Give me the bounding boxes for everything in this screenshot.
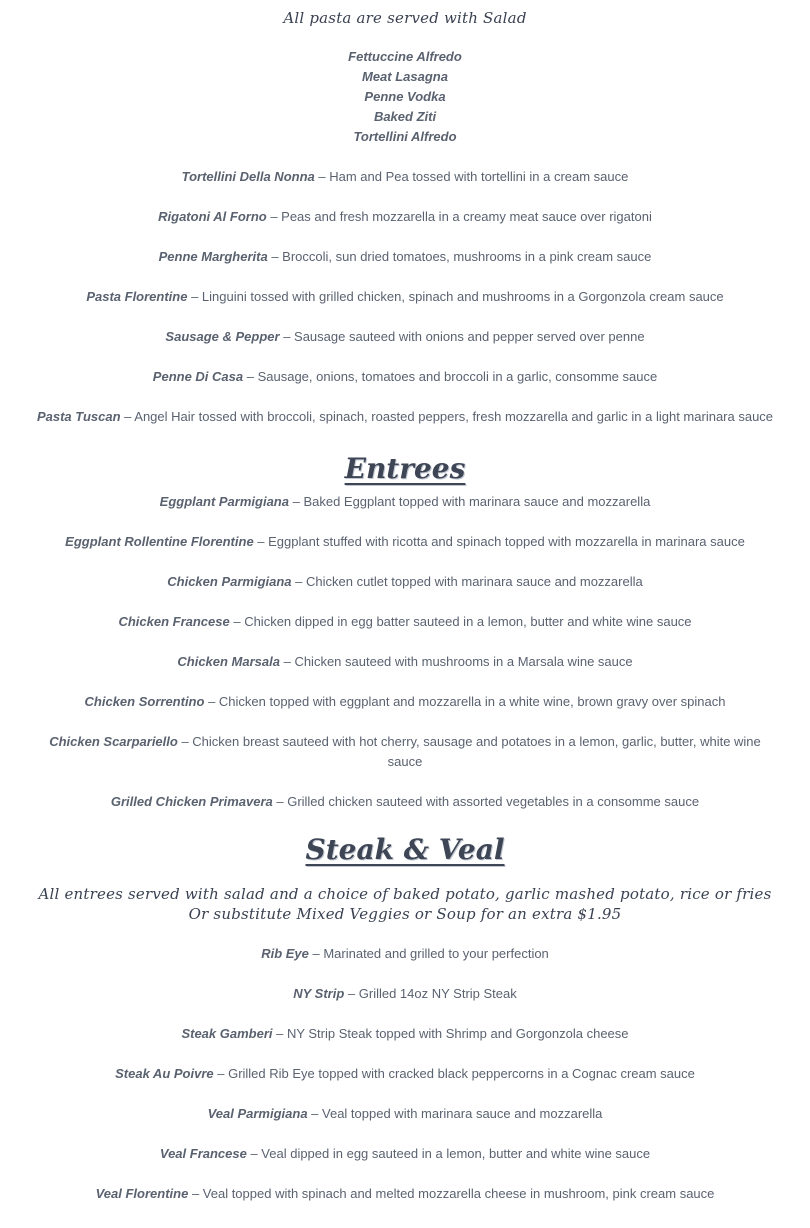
menu-item	[0, 612, 810, 632]
menu-item-name: Veal Florentine	[95, 1186, 189, 1201]
menu-item-name: Chicken Scarpariello	[49, 734, 178, 749]
menu-item	[0, 367, 810, 387]
menu-item-description: – Linguini tossed with grilled chicken, spinach and mushrooms in a Gorgonzola cream sauce	[187, 289, 724, 304]
menu-item	[0, 327, 810, 347]
pasta-items	[0, 167, 810, 427]
menu-item-name: Steak Gamberi	[181, 1026, 273, 1041]
menu-item-name: Veal Parmigiana	[207, 1106, 308, 1121]
menu-item-name: Tortellini Della Nonna	[181, 169, 315, 184]
pasta-note: All pasta are served with Salad	[283, 9, 527, 27]
menu-item-description: – Broccoli, sun dried tomatoes, mushrooms in a pink cream sauce	[267, 249, 652, 264]
menu-item-description: – Chicken sauteed with mushrooms in a Marsala wine sauce	[279, 654, 633, 669]
menu-item	[0, 732, 810, 772]
menu-item	[0, 207, 810, 227]
section-title-steak-veal: Steak & Veal	[305, 833, 505, 866]
menu-item-description: – Chicken topped with eggplant and mozzarella in a white wine, brown gravy over spinach	[204, 694, 726, 709]
menu-item-description: – Veal topped with marinara sauce and mozzarella	[307, 1106, 603, 1121]
menu-item-description: – Veal dipped in egg sauteed in a lemon, butter and white wine sauce	[246, 1146, 651, 1161]
list-item: Meat Lasagna	[362, 69, 448, 84]
menu-item	[0, 1184, 810, 1204]
menu-item-name: Chicken Francese	[118, 614, 230, 629]
menu-item-description: – Peas and fresh mozzarella in a creamy meat sauce over rigatoni	[266, 209, 652, 224]
list-item: Tortellini Alfredo	[353, 129, 457, 144]
menu-item	[0, 572, 810, 592]
list-item: Baked Ziti	[373, 109, 437, 124]
menu-item-description: – Sausage, onions, tomatoes and broccoli in a garlic, consomme sauce	[243, 369, 658, 384]
menu-item-description: – Grilled Rib Eye topped with cracked black peppercorns in a Cognac cream sauce	[213, 1066, 695, 1081]
steak-veal-items	[0, 944, 810, 1204]
menu-item	[0, 1064, 810, 1084]
menu-item-description: – Eggplant stuffed with ricotta and spinach topped with mozzarella in marinara sauce	[253, 534, 745, 549]
menu-item-name: NY Strip	[293, 986, 345, 1001]
menu-item	[0, 1024, 810, 1044]
menu-item-name: Eggplant Parmigiana	[159, 494, 289, 509]
menu-item-name: Penne Margherita	[158, 249, 268, 264]
menu-item-name: Veal Francese	[159, 1146, 247, 1161]
menu-item	[0, 1104, 810, 1124]
steak-veal-note-line2: Or substitute Mixed Veggies or Soup for an extra $1.95	[188, 905, 622, 923]
menu-item	[0, 944, 810, 964]
menu-item-name: Pasta Tuscan	[36, 409, 121, 424]
menu-item-description: – Ham and Pea tossed with tortellini in a cream sauce	[314, 169, 629, 184]
menu-item-name: Grilled Chicken Primavera	[110, 794, 273, 809]
menu-item-description: – Marinated and grilled to your perfection	[308, 946, 549, 961]
pasta-included-list	[0, 47, 810, 147]
steak-veal-note	[0, 884, 810, 924]
menu-item	[0, 692, 810, 712]
menu-item-description: – Sausage sauteed with onions and pepper served over penne	[279, 329, 645, 344]
menu-item	[0, 652, 810, 672]
menu-item	[0, 407, 810, 427]
menu-page	[0, 8, 810, 1204]
list-item: Penne Vodka	[364, 89, 446, 104]
list-item: Fettuccine Alfredo	[348, 49, 462, 64]
menu-item-name: Pasta Florentine	[86, 289, 188, 304]
menu-item-description: – Baked Eggplant topped with marinara sauce and mozzarella	[288, 494, 651, 509]
menu-item-description: – Angel Hair tossed with broccoli, spinach, roasted peppers, fresh mozzarella and garlic in a light marinara sauce	[120, 409, 774, 424]
menu-item-name: Penne Di Casa	[152, 369, 244, 384]
menu-item-description: – Grilled chicken sauteed with assorted vegetables in a consomme sauce	[272, 794, 700, 809]
menu-item-description: – NY Strip Steak topped with Shrimp and Gorgonzola cheese	[272, 1026, 629, 1041]
steak-veal-note-line1: All entrees served with salad and a choice of baked potato, garlic mashed potato, rice or fries	[38, 885, 772, 903]
entrees-items	[0, 492, 810, 812]
menu-item-name: Chicken Sorrentino	[84, 694, 205, 709]
menu-item	[0, 492, 810, 512]
menu-item	[0, 532, 810, 552]
menu-item-name: Steak Au Poivre	[115, 1066, 214, 1081]
menu-item	[0, 247, 810, 267]
menu-item-name: Rigatoni Al Forno	[158, 209, 267, 224]
menu-item	[0, 1144, 810, 1164]
menu-item	[0, 792, 810, 812]
menu-item-name: Eggplant Rollentine Florentine	[65, 534, 254, 549]
menu-item	[0, 167, 810, 187]
section-title-entrees: Entrees	[344, 452, 466, 485]
menu-item-name: Sausage & Pepper	[165, 329, 280, 344]
menu-item-name: Chicken Marsala	[177, 654, 280, 669]
menu-item-description: – Veal topped with spinach and melted mozzarella cheese in mushroom, pink cream sauce	[188, 1186, 715, 1201]
menu-item-description: – Chicken breast sauteed with hot cherry, sausage and potatoes in a lemon, garlic, butter, white wine sauce	[177, 734, 761, 769]
menu-item-name: Chicken Parmigiana	[167, 574, 292, 589]
menu-item-name: Rib Eye	[261, 946, 309, 961]
menu-item	[0, 984, 810, 1004]
menu-item-description: – Grilled 14oz NY Strip Steak	[344, 986, 517, 1001]
menu-item-description: – Chicken cutlet topped with marinara sauce and mozzarella	[291, 574, 643, 589]
menu-item	[0, 287, 810, 307]
menu-item-description: – Chicken dipped in egg batter sauteed in a lemon, butter and white wine sauce	[229, 614, 692, 629]
